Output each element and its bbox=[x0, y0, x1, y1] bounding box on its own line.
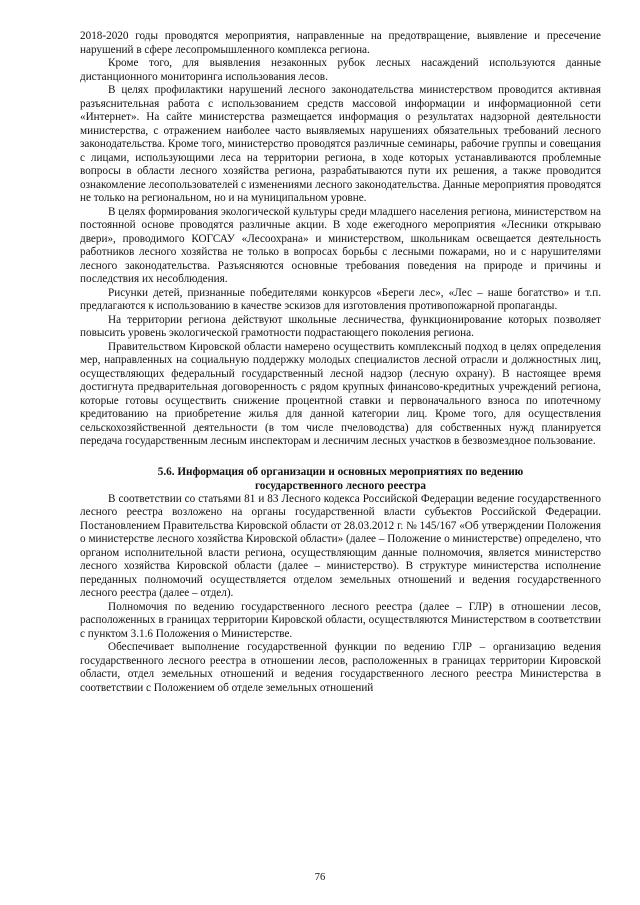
section-heading-line-2: государственного лесного реестра bbox=[254, 479, 426, 492]
page-number: 76 bbox=[314, 872, 326, 883]
paragraph-social-support: Правительством Кировской области намерено осуществить комплексный подход в целях определения мер, направленных на социальную поддержку молодых специалистов лесной отрасли и должностных лиц, осуществляющих федеральный государственный лесной надзор (лесную охрану). В настоящее время достигнута предварительная договоренность с рядом крупных финансово-кредитных учреждений региона, которые готовы осуществить снижение процентной ставки и первоначального взноса по ипотечному кредитованию на приобретение жилья для данной категории лиц. Кроме того, для осуществления сельскохозяйственной деятельности (в том числе пчеловодства) для собственных нужд планируется передача государственным лесным инспекторам и лесничим лесных участков в безвозмездное пользование. bbox=[80, 340, 601, 447]
paragraph-prevention-outreach: В целях профилактики нарушений лесного законодательства министерством проводится активная разъяснительная работа с использованием средств массовой информации и информационной сети «Интернет». На сайте министерства размещается информация о результатах надзорной деятельности министерства, с отражением наиболее часто выявляемых нарушениях обязательных требований лесного законодательства. Кроме того, министерство проводятся различные семинары, рабочие группы и совещания с лицами, использующими леса на территории региона, в ходе которых устанавливаются проблемные вопросы в области лесного хозяйства региона, разрабатываются пути их решения, а также проводится ознакомление лесопользователей с изменениями лесного законодательства. Данные мероприятия проводятся не только на региональном, но и на муниципальном уровне. bbox=[80, 84, 601, 204]
paragraph-glr-function: Обеспечивает выполнение государственной функции по ведению ГЛР – организацию ведения государственного лесного реестра в отношении лесов, расположенных в границах территории Кировской области, отдел земельных отношений и ведения государственного лесного реестра Министерства в соответствии с Положением об отделе земельных отношений bbox=[80, 641, 601, 694]
paragraph-glr-powers: Полномочия по ведению государственного лесного реестра (далее – ГЛР) в отношении лесов, расположенных в границах территории Кировской области, осуществляются Министерством в соответствии с пунктом 3.1.6 Положения о Министерстве. bbox=[80, 600, 601, 640]
paragraph-remote-monitoring: Кроме того, для выявления незаконных рубок лесных насаждений используются данные дистанционного мониторинга использования лесов. bbox=[80, 57, 601, 83]
paragraph-forest-code: В соответствии со статьями 81 и 83 Лесного кодекса Российской Федерации ведение государственного лесного реестра возложено на органы государственной власти субъектов Российской Федерации. Постановлением Правительства Кировской области от 28.03.2012 г. № 145/167 «Об утверждении Положения о министерстве лесного хозяйства Кировской области» (далее – Положение о министерстве) определено, что органом исполнительной власти региона, осуществляющим данные полномочия, является министерство лесного хозяйства Кировской области (далее – министерство). В структуре министерства исполнение переданных полномочий осуществляется отделом земельных отношений и ведения государственного лесного реестра (далее – отдел). bbox=[80, 492, 601, 599]
document-page bbox=[80, 30, 601, 695]
paragraph-school-forestries: На территории региона действуют школьные лесничества, функционирование которых позволяет повысить уровень экологической грамотности подрастающего поколения региона. bbox=[80, 313, 601, 339]
paragraph-ecological-culture: В целях формирования экологической культуры среди младшего населения региона, министерством на постоянной основе проводятся различные акции. В ходе ежегодного мероприятия «Лесники открываю двери», проводимого КОГСАУ «Лесоохрана» и министерством, школьникам освещается деятельность работников лесного хозяйства не только в вопросах борьбы с лесными пожарами, но и с нарушителями лесного законодательства. Разъясняются основные требования поведения на природе и причины и последствия их несоблюдения. bbox=[80, 205, 601, 285]
paragraph-children-drawings: Рисунки детей, признанные победителями конкурсов «Береги лес», «Лес – наше богатство» и т.п. предлагаются к использованию в качестве эскизов для изготовления противопожарной пропаганды. bbox=[80, 286, 601, 312]
paragraph-continuation: 2018-2020 годы проводятся мероприятия, направленные на предотвращение, выявление и пресечение нарушений в сфере лесопромышленного комплекса региона. bbox=[80, 30, 601, 56]
section-heading-line-1: 5.6. Информация об организации и основных мероприятиях по ведению bbox=[157, 465, 524, 478]
section-heading bbox=[80, 465, 601, 493]
